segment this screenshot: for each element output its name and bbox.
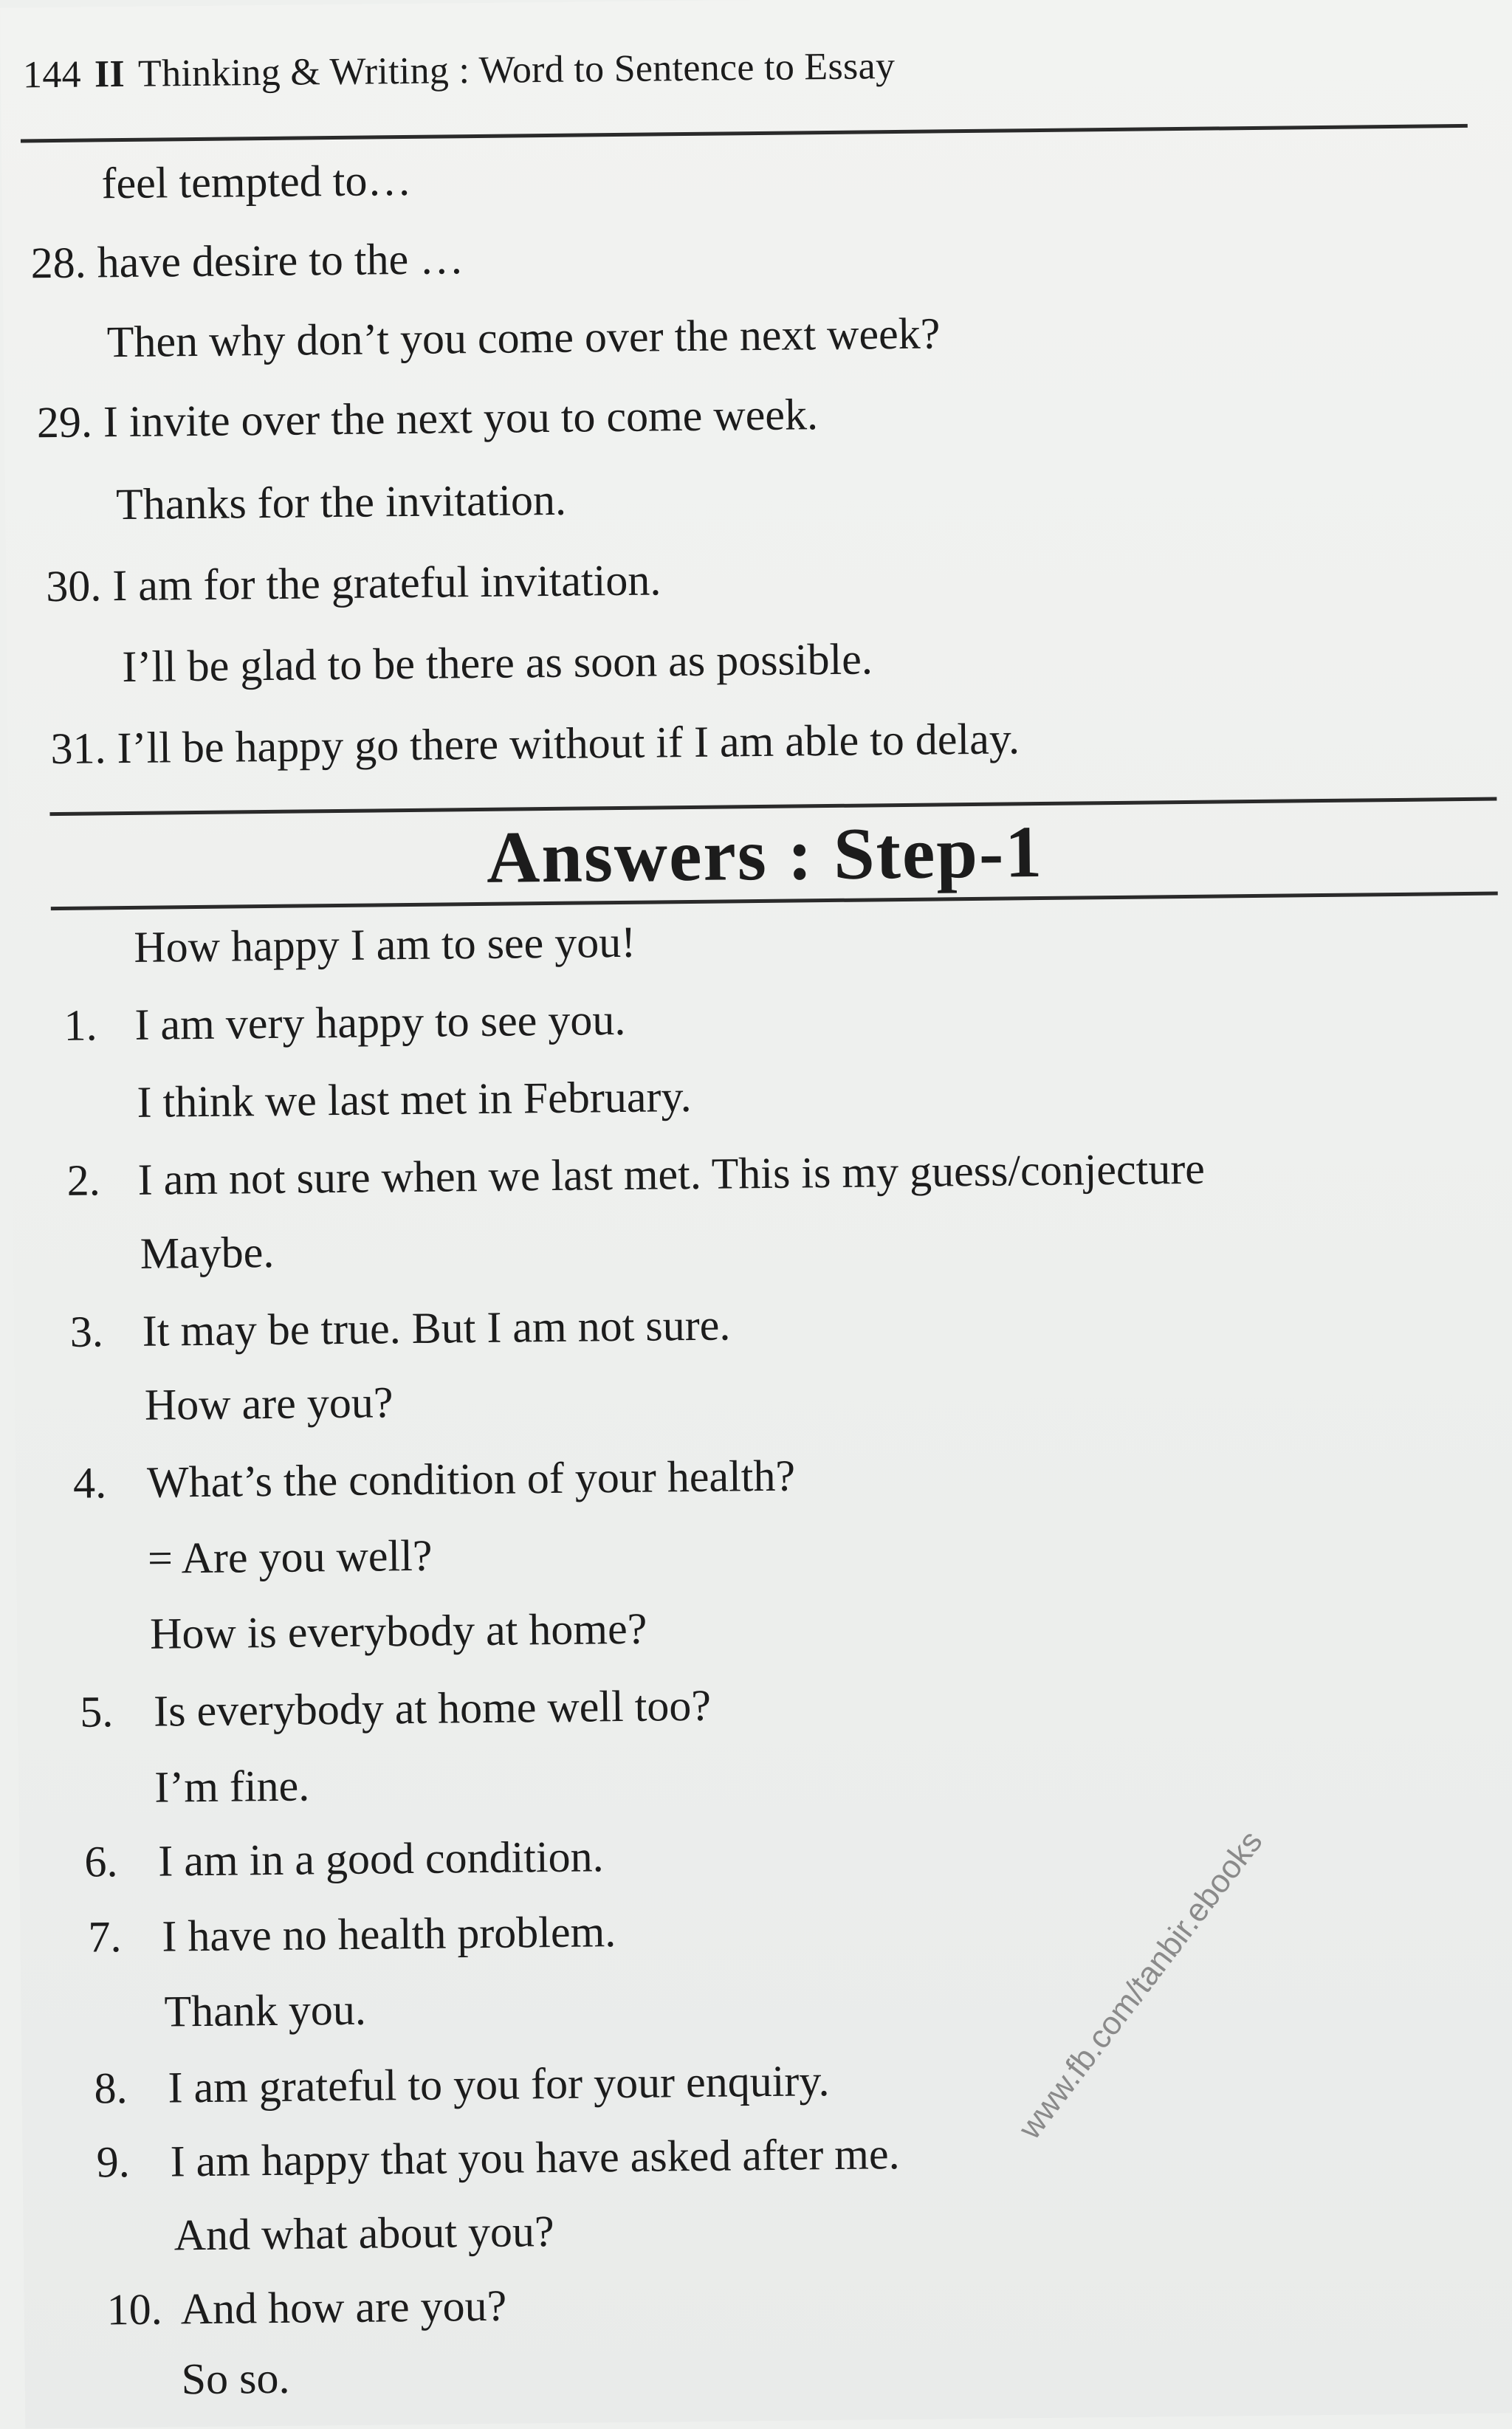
answer-line: [106, 2281, 506, 2336]
answer-line: [173, 2206, 554, 2261]
line-text: I am grateful to you for your enquiry.: [168, 2056, 830, 2112]
item-number: 30.: [45, 561, 102, 611]
answer-line: [134, 917, 636, 973]
exercise-line: [101, 155, 412, 209]
line-text: I think we last met in February.: [137, 1071, 692, 1127]
answer-line: [69, 1299, 730, 1357]
header-separator: II: [94, 52, 126, 96]
answer-line: [88, 1906, 616, 1962]
exercise-line: [116, 475, 567, 530]
item-number: 10.: [106, 2284, 163, 2334]
exercise-line: [122, 633, 873, 693]
answer-line: [154, 1760, 310, 1813]
line-text: feel tempted to…: [101, 155, 412, 208]
item-number: 31.: [50, 724, 106, 774]
line-text: I’ll be happy go there without if I am able to delay.: [117, 714, 1020, 773]
answer-line: [140, 1227, 274, 1279]
item-number: 2.: [66, 1155, 101, 1205]
line-text: = Are you well?: [147, 1530, 433, 1583]
line-text: Then why don’t you come over the next week?: [106, 309, 941, 367]
answer-line: [181, 2353, 289, 2405]
line-text: I am for the grateful invitation.: [111, 555, 662, 611]
answer-line: [80, 1680, 711, 1738]
exercise-line: [46, 554, 662, 612]
item-number: 5.: [79, 1687, 114, 1736]
answer-line: [63, 994, 625, 1051]
answer-line: [96, 2129, 900, 2188]
line-text: I have no health problem.: [162, 1907, 616, 1961]
line-text: Is everybody at home well too?: [153, 1680, 712, 1736]
line-text: I’m fine.: [154, 1761, 310, 1812]
line-text: How are you?: [144, 1378, 394, 1429]
answer-line: [66, 1144, 1205, 1206]
line-text: I invite over the next you to come week.: [103, 390, 819, 447]
exercise-line: [106, 308, 940, 368]
answers-heading: Answers : Step-1: [486, 810, 1044, 899]
line-text: Thank you.: [164, 1985, 367, 2036]
line-text: I am in a good condition.: [158, 1832, 604, 1886]
item-number: 6.: [84, 1837, 118, 1886]
book-title: Thinking & Writing : Word to Sentence to Essay: [137, 45, 896, 95]
line-text: So so.: [181, 2353, 290, 2404]
item-number: 4.: [72, 1458, 107, 1508]
item-number: 1.: [63, 1000, 97, 1050]
line-text: It may be true. But I am not sure.: [142, 1300, 731, 1356]
line-text: have desire to the …: [97, 234, 464, 287]
answer-line: [164, 1985, 366, 2038]
line-text: And how are you?: [180, 2281, 507, 2334]
watermark-text: www.fb.com/tanbir.ebooks: [1011, 1824, 1270, 2146]
item-number: 9.: [96, 2137, 130, 2187]
item-number: 7.: [88, 1912, 122, 1962]
line-text: I am not sure when we last met. This is my guess/conjecture: [137, 1144, 1206, 1204]
answer-line: [148, 1530, 433, 1584]
item-number: 28.: [30, 238, 87, 288]
line-text: What’s the condition of your health?: [146, 1451, 796, 1507]
page-number: 144: [22, 53, 82, 97]
line-text: I am happy that you have asked after me.: [170, 2129, 900, 2186]
answer-line: [137, 1071, 692, 1128]
page-header: [23, 44, 896, 97]
answer-line: [94, 2055, 830, 2114]
line-text: Thanks for the invitation.: [115, 475, 567, 529]
line-text: And what about you?: [173, 2207, 554, 2260]
answer-line: [145, 1377, 394, 1431]
answer-line: [150, 1604, 647, 1660]
exercise-line: [50, 713, 1020, 774]
answer-line: [73, 1451, 796, 1509]
exercise-line: [30, 233, 464, 289]
header-rule: [21, 124, 1468, 143]
line-text: I’ll be glad to be there as soon as possible.: [122, 634, 873, 692]
line-text: I am very happy to see you.: [134, 994, 626, 1049]
item-number: 3.: [69, 1307, 104, 1356]
line-text: Maybe.: [140, 1227, 275, 1278]
line-text: How happy I am to see you!: [134, 917, 636, 972]
item-number: 29.: [36, 397, 93, 447]
answer-line: [84, 1831, 604, 1887]
line-text: How is everybody at home?: [149, 1604, 647, 1658]
exercise-line: [37, 389, 819, 448]
item-number: 8.: [94, 2064, 128, 2113]
